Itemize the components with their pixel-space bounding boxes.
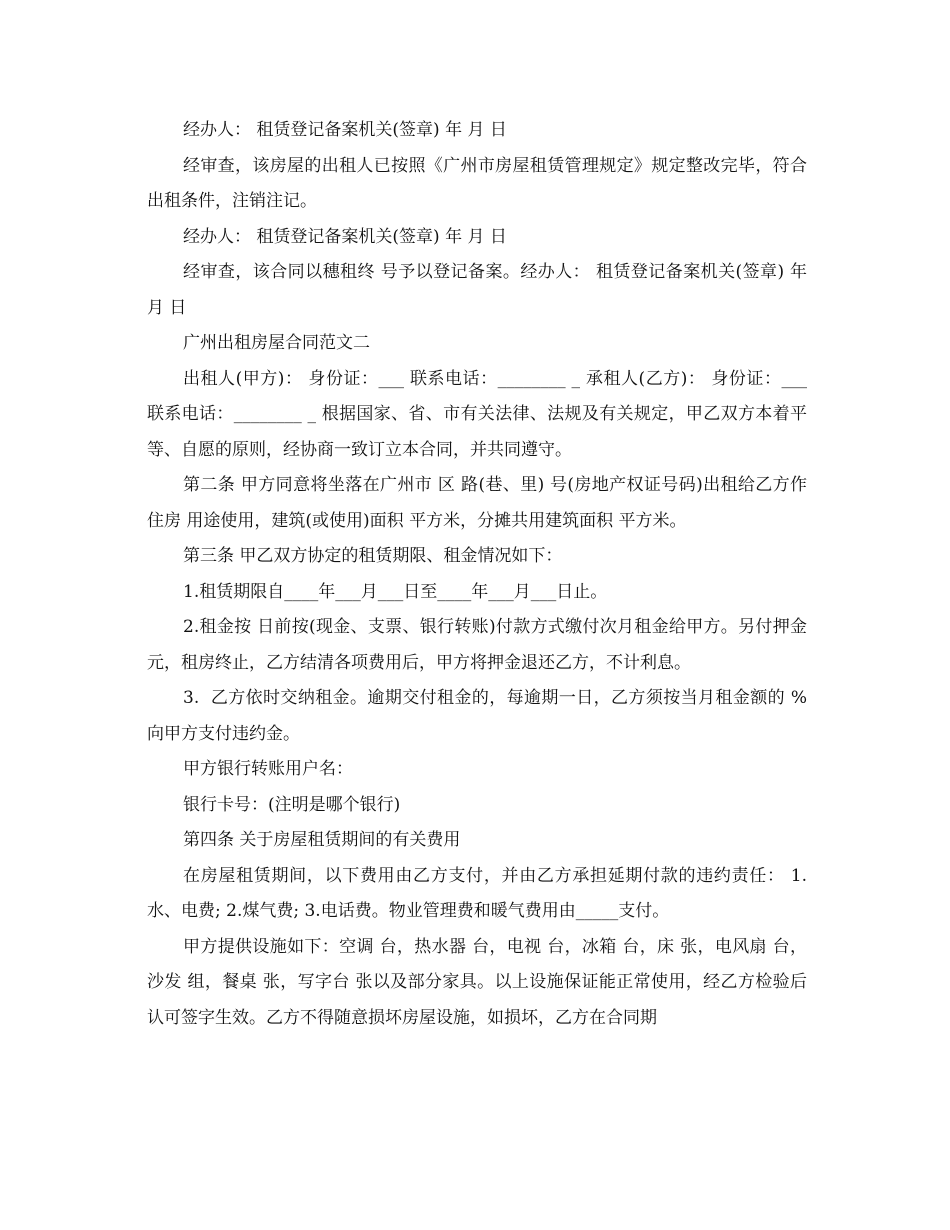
paragraph-lease-term: 1.租赁期限自____年___月___日至____年___月___日止。 — [183, 581, 608, 602]
section-title-sample-two: 广州出租房屋合同范文二 — [183, 333, 370, 353]
paragraph-contract-registration: 经审查，该合同以穗租终 号予以登记备案。经办人： 租赁登记备案机关(签章) 年 月 日 — [147, 262, 813, 318]
paragraph-facilities: 甲方提供设施如下：空调 台，热水器 台，电视 台，冰箱 台，床 张，电风扇 台，沙发 组，餐桌 张，写字台 张以及部分家具。以上设施保证能正常使用，经乙方检验后认可签字生效。乙方不得随意损坏房屋设施，如损坏，乙方在合同期 — [147, 936, 807, 1028]
paragraph-bank-account-name: 甲方银行转账用户名： — [183, 759, 353, 779]
paragraph-handler-signature-1: 经办人： 租赁登记备案机关(签章) 年 月 日 — [183, 120, 507, 140]
paragraph-late-penalty: 3. 乙方依时交纳租金。逾期交付租金的，每逾期一日，乙方须按当月租金额的 %向甲方支付违约金。 — [147, 688, 807, 744]
paragraph-fees: 在房屋租赁期间，以下费用由乙方支付，并由乙方承担延期付款的违约责任： 1.水、电费; 2.煤气费; 3.电话费。物业管理费和暖气费用由_____支付。 — [147, 865, 807, 921]
paragraph-rent-payment: 2.租金按 日前按(现金、支票、银行转账)付款方式缴付次月租金给甲方。另付押金 元，租房终止，乙方结清各项费用后，甲方将押金退还乙方，不计利息。 — [147, 617, 813, 673]
paragraph-article-four: 第四条 关于房屋租赁期间的有关费用 — [183, 830, 461, 850]
paragraph-parties: 出租人(甲方)： 身份证：___ 联系电话：________ _ 承租人(乙方)： 身份证：___ 联系电话：________ _ 根据国家、省、市有关法律、法规及有关规定，甲乙双方本着平等、自愿的原则，经协商一致订立本合同，并共同遵守。 — [147, 368, 813, 460]
paragraph-handler-signature-2: 经办人： 租赁登记备案机关(签章) 年 月 日 — [183, 226, 507, 247]
paragraph-bank-card-number: 银行卡号：(注明是哪个银行) — [183, 794, 401, 815]
paragraph-rectification-review: 经审查，该房屋的出租人已按照《广州市房屋租赁管理规定》规定整改完毕，符合出租条件，注销注记。 — [147, 155, 807, 211]
paragraph-article-three: 第三条 甲乙双方协定的租赁期限、租金情况如下： — [183, 546, 563, 566]
document-body — [147, 113, 813, 1036]
paragraph-article-two: 第二条 甲方同意将坐落在广州市 区 路(巷、里) 号(房地产权证号码)出租给乙方作 住房 用途使用，建筑(或使用)面积 平方米，分摊共用建筑面积 平方米。 — [147, 475, 813, 531]
